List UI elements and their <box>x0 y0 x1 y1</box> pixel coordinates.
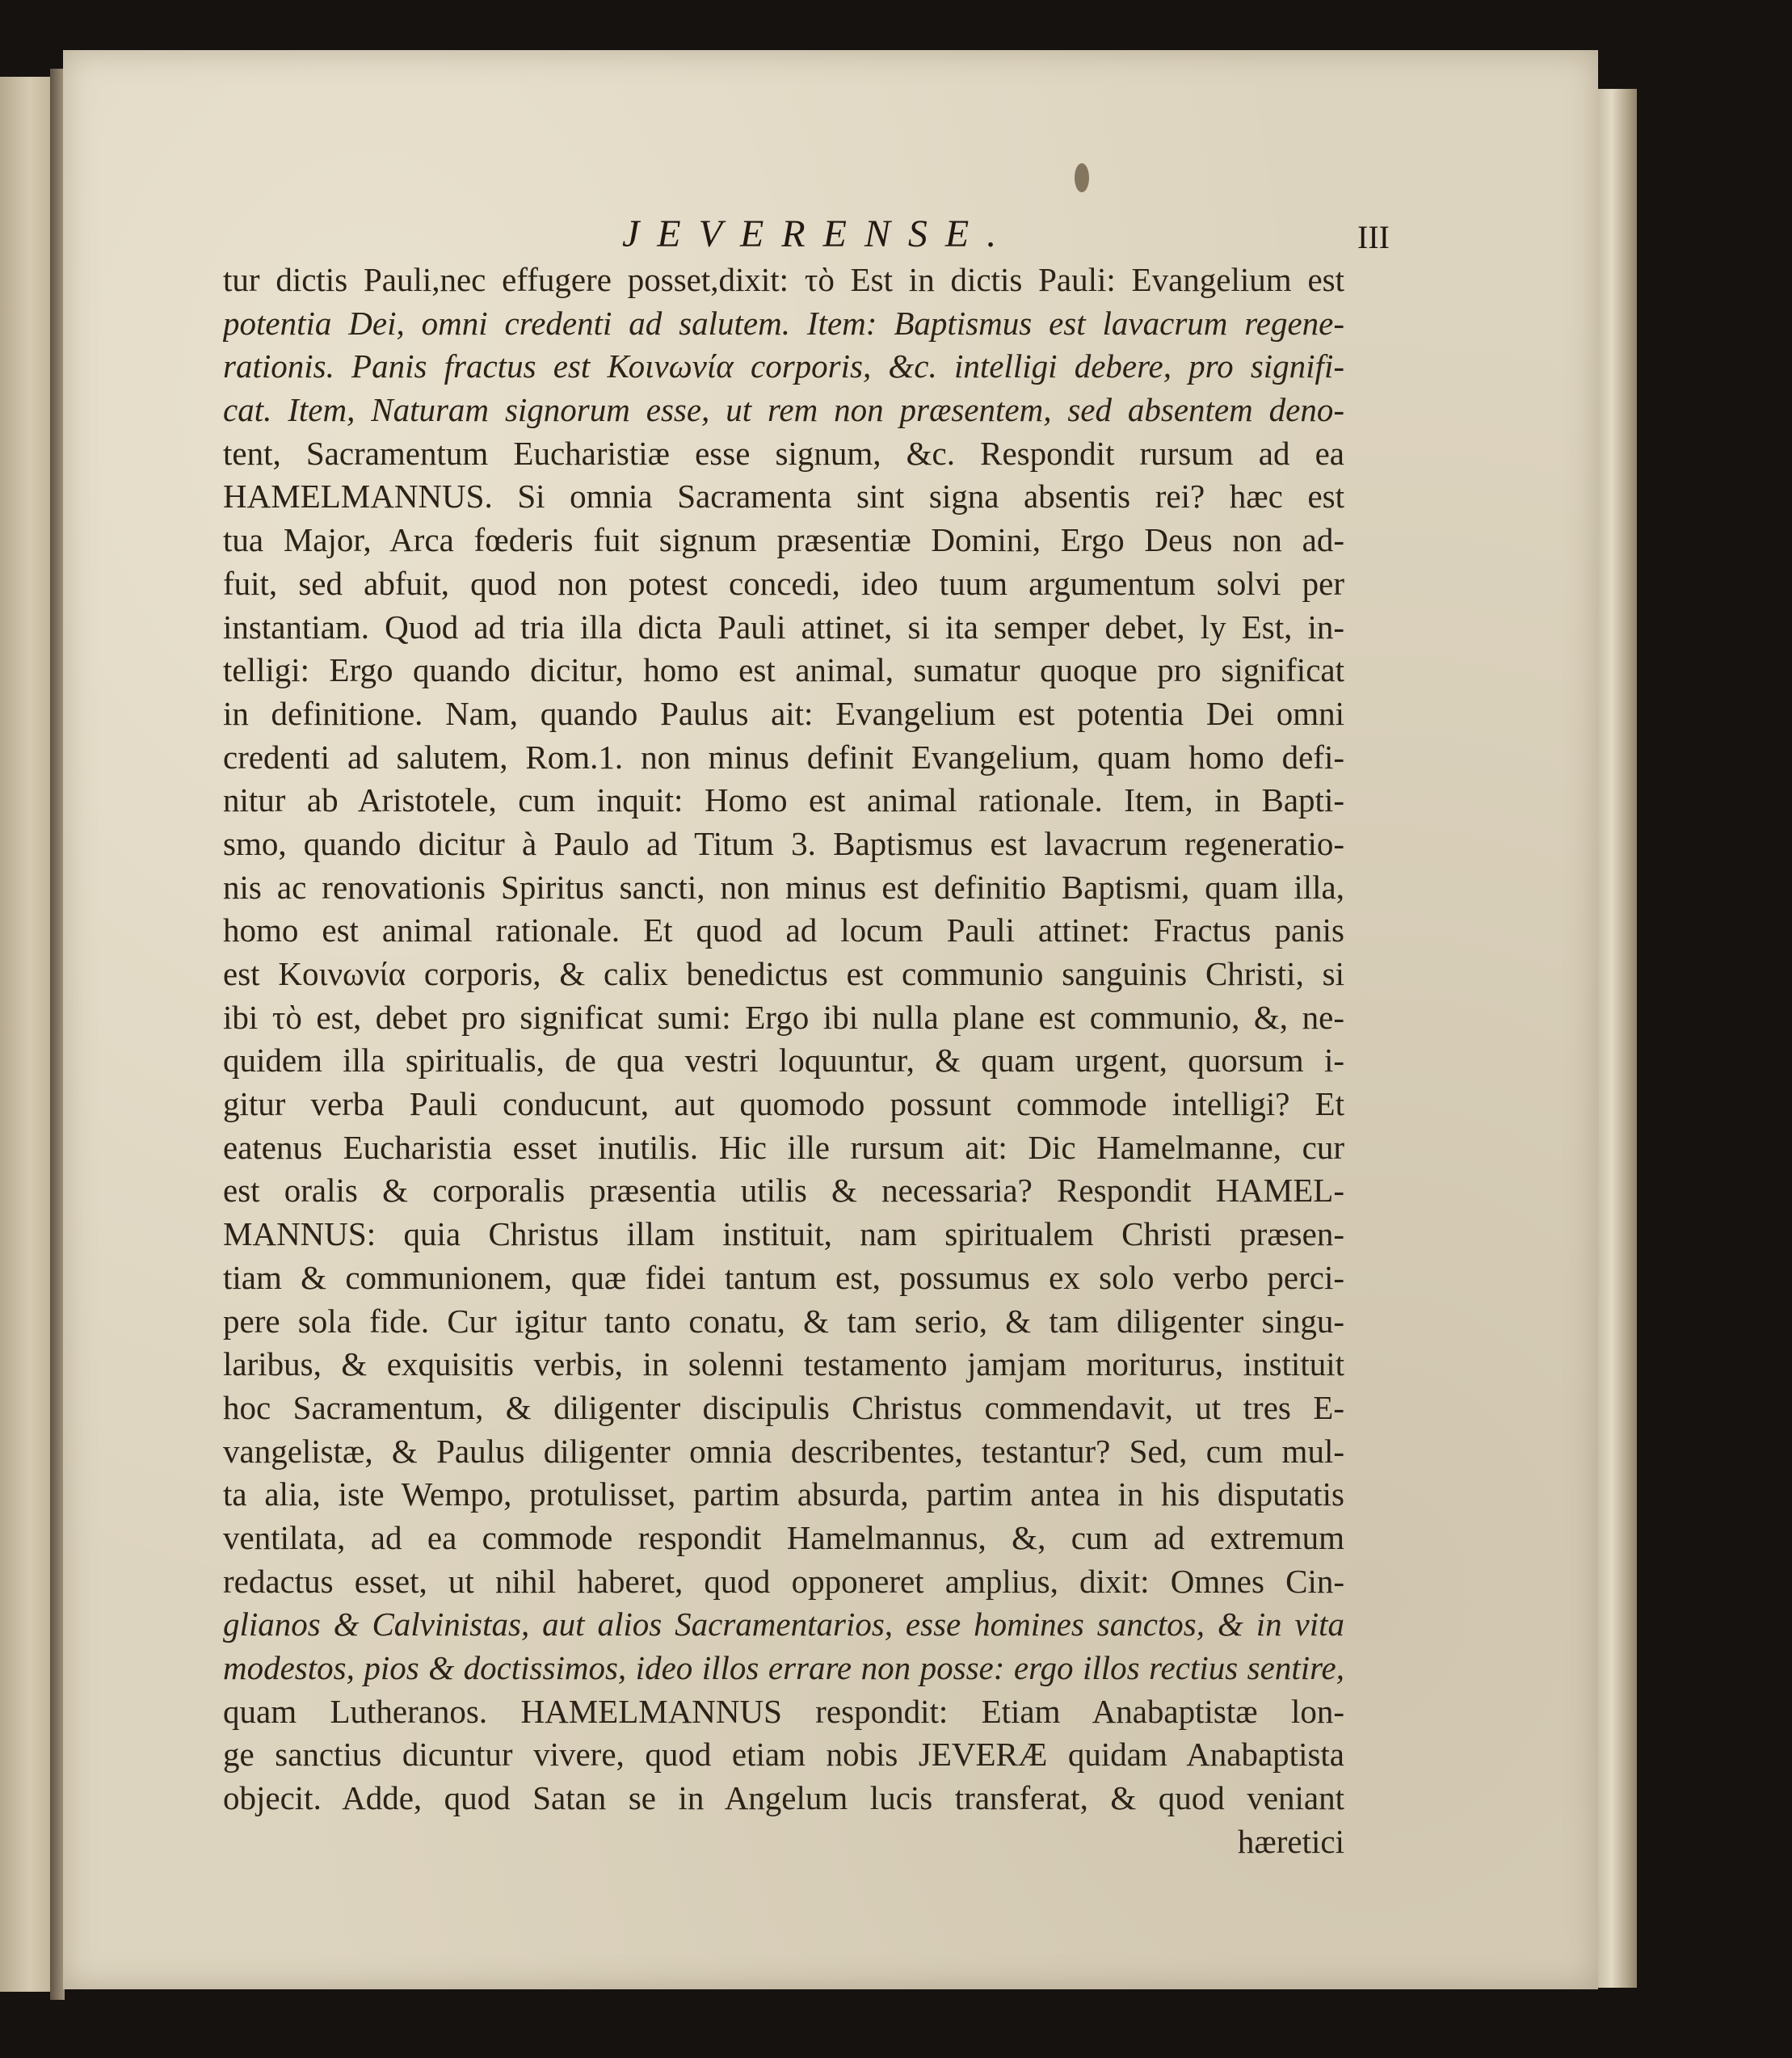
text-line: glianos & Calvinistas, aut alios Sacramentarios, esse homines sanctos, & in vita <box>223 1606 1344 1643</box>
text-line: nis ac renovationis Spiritus sancti, non minus est definitio Baptismi, quam illa, <box>223 868 1344 906</box>
text-line: ge sanctius dicuntur vivere, quod etiam nobis JEVERÆ quidam Anabaptista <box>223 1736 1344 1774</box>
running-header: JEVERENSE. <box>622 213 1015 255</box>
catchword: hæretici <box>1237 1822 1344 1860</box>
text-line: quam Lutheranos. HAMELMANNUS respondit: Etiam Anabaptistæ lon- <box>223 1692 1344 1730</box>
text-line: est Κοινωνία corporis, & calix benedictus est communio sanguinis Christi, si <box>223 955 1344 992</box>
text-line: gitur verba Pauli conducunt, aut quomodo possunt commode intelligi? Et <box>223 1085 1344 1123</box>
text-line: modestos, pios & doctissimos, ideo illos errare non posse: ergo illos rectius sentire, <box>223 1649 1344 1686</box>
text-line: redactus esset, ut nihil haberet, quod opponeret amplius, dixit: Omnes Cin- <box>223 1562 1344 1600</box>
text-line: fuit, sed abfuit, quod non potest concedi, ideo tuum argumentum solvi per <box>223 564 1344 602</box>
text-line: ventilata, ad ea commode respondit Hamelmannus, &, cum ad extremum <box>223 1518 1344 1556</box>
text-line: potentia Dei, omni credenti ad salutem. Item: Baptismus est lavacrum regene- <box>223 304 1344 342</box>
text-line: ibi τὸ est, debet pro significat sumi: Ergo ibi nulla plane est communio, &, ne- <box>223 998 1344 1036</box>
text-line: tua Major, Arca fœderis fuit signum præsentiæ Domini, Ergo Deus non ad- <box>223 521 1344 559</box>
text-line: credenti ad salutem, Rom.1. non minus definit Evangelium, quam homo defi- <box>223 738 1344 776</box>
text-line: rationis. Panis fractus est Κοινωνία corporis, &c. intelligi debere, pro signifi- <box>223 347 1344 385</box>
text-line: eatenus Eucharistia esset inutilis. Hic ille rursum ait: Dic Hamelmanne, cur <box>223 1128 1344 1166</box>
text-line: nitur ab Aristotele, cum inquit: Homo est animal rationale. Item, in Bapti- <box>223 781 1344 819</box>
text-line: pere sola fide. Cur igitur tanto conatu, & tam serio, & tam diligenter singu- <box>223 1302 1344 1340</box>
text-line: in definitione. Nam, quando Paulus ait: Evangelium est potentia Dei omni <box>223 694 1344 732</box>
text-line: homo est animal rationale. Et quod ad locum Pauli attinet: Fractus panis <box>223 911 1344 949</box>
text-line: instantiam. Quod ad tria illa dicta Pauli attinet, si ita semper debet, ly Est, in- <box>223 608 1344 646</box>
text-line: telligi: Ergo quando dicitur, homo est animal, sumatur quoque pro significat <box>223 651 1344 689</box>
text-line: cat. Item, Naturam signorum esse, ut rem non præsentem, sed absentem deno- <box>223 391 1344 429</box>
text-line: hoc Sacramentum, & diligenter discipulis Christus commendavit, ut tres E- <box>223 1388 1344 1426</box>
text-line: est oralis & corporalis præsentia utilis & necessaria? Respondit HAMEL- <box>223 1172 1344 1210</box>
text-line: tur dictis Pauli,nec effugere posset,dixit: τὸ Est in dictis Pauli: Evangelium est <box>223 261 1344 298</box>
page-fore-edge <box>1598 89 1637 1988</box>
text-line: laribus, & exquisitis verbis, in solenni testamento jamjam moriturus, instituit <box>223 1345 1344 1383</box>
text-line: MANNUS: quia Christus illam instituit, nam spiritualem Christi præsen- <box>223 1215 1344 1253</box>
page-number: III <box>1357 219 1390 255</box>
text-line: smo, quando dicitur à Paulo ad Titum 3. Baptismus est lavacrum regeneratio- <box>223 824 1344 862</box>
text-line: vangelistæ, & Paulus diligenter omnia describentes, testantur? Sed, cum mul- <box>223 1432 1344 1470</box>
body-text <box>223 259 1344 1863</box>
text-line: HAMELMANNUS. Si omnia Sacramenta sint signa absentis rei? hæc est <box>223 478 1344 516</box>
ink-blot <box>1075 163 1089 192</box>
text-line: tiam & communionem, quæ fidei tantum est, possumus ex solo verbo perci- <box>223 1258 1344 1296</box>
text-line: objecit. Adde, quod Satan se in Angelum lucis transferat, & quod veniant <box>223 1779 1344 1817</box>
text-line: ta alia, iste Wempo, protulisset, partim absurda, partim antea in his disputatis <box>223 1475 1344 1513</box>
facing-page-edge <box>0 77 53 1992</box>
text-line: quidem illa spiritualis, de qua vestri loquuntur, & quam urgent, quorsum i- <box>223 1042 1344 1080</box>
text-line: tent, Sacramentum Eucharistiæ esse signum, &c. Respondit rursum ad ea <box>223 434 1344 472</box>
